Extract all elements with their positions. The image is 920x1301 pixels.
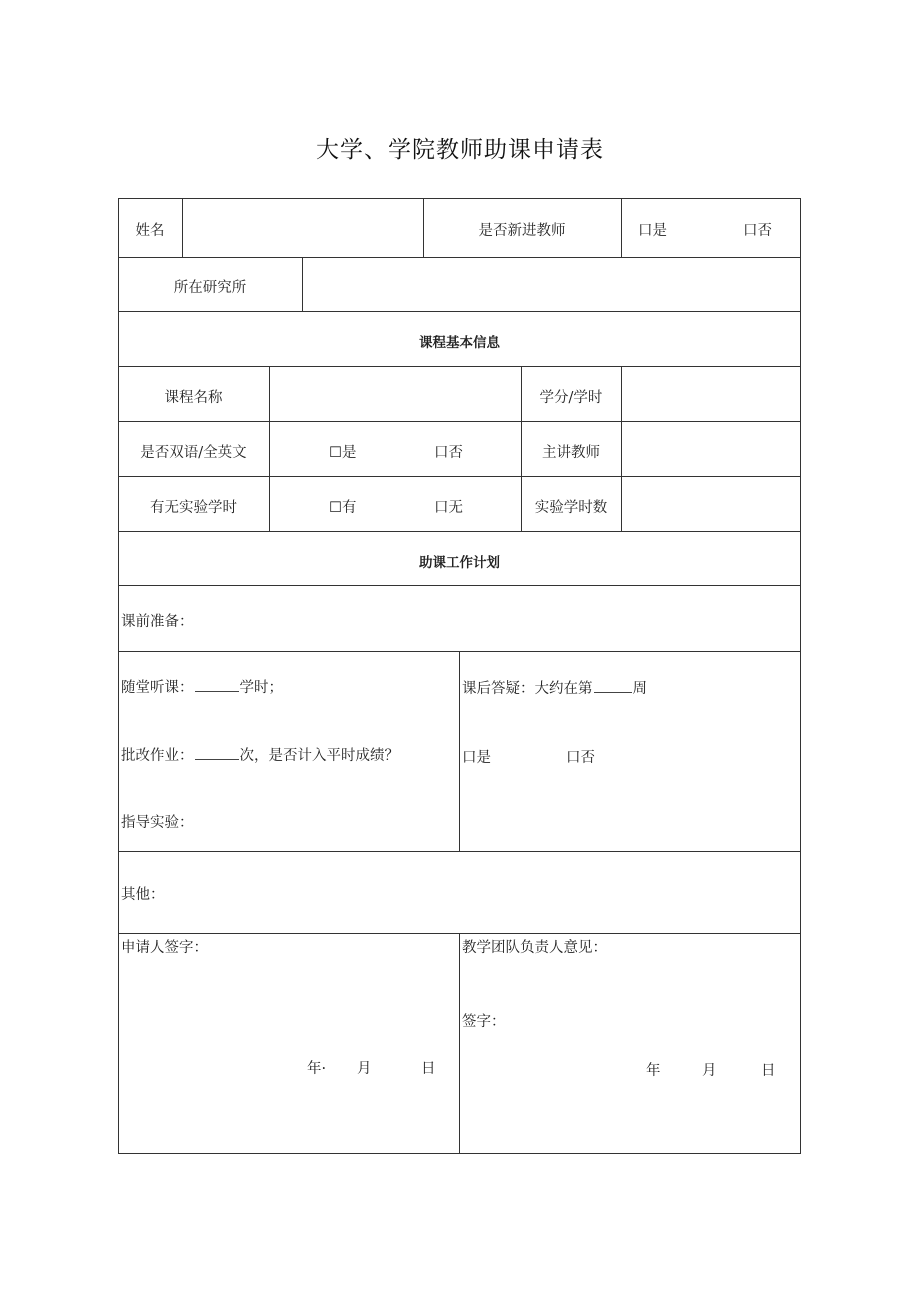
- qa-line: [462, 677, 647, 698]
- qa-no-checkbox[interactable]: 口否: [566, 750, 595, 766]
- attend-hours-blank[interactable]: [195, 678, 239, 692]
- date-month-left: 月: [357, 1061, 372, 1077]
- bilingual-yes-checkbox[interactable]: ☐是: [329, 445, 357, 461]
- col-divider: [269, 366, 270, 531]
- new-teacher-label: 是否新进教师: [478, 223, 566, 239]
- row-divider: [118, 585, 801, 586]
- lecturer-label: 主讲教师: [542, 445, 600, 461]
- credit-hours-label: 学分/学时: [539, 390, 603, 406]
- row-divider: [118, 366, 801, 367]
- row-divider: [118, 311, 801, 312]
- bilingual-no-checkbox[interactable]: 口否: [434, 445, 463, 461]
- lab-hours-count-label: 实验学时数: [534, 500, 608, 516]
- qa-prefix: 课后答疑：大约在第: [462, 681, 593, 697]
- table-border-top: [118, 198, 801, 199]
- table-border-bottom: [118, 1153, 801, 1154]
- course-name-label: 课程名称: [164, 390, 223, 406]
- team-sign-label: 签字：: [462, 1014, 506, 1030]
- team-opinion-label: 教学团队负责人意见：: [462, 940, 607, 956]
- new-teacher-yes-checkbox[interactable]: 口是: [638, 223, 667, 239]
- row-divider: [118, 531, 801, 532]
- other-label: 其他：: [121, 887, 165, 903]
- col-divider: [621, 366, 622, 531]
- qa-week-blank[interactable]: [594, 679, 632, 693]
- date-month-right: 月: [702, 1063, 717, 1079]
- attend-prefix: 随堂听课：: [121, 680, 194, 696]
- row-divider: [118, 476, 801, 477]
- institute-label: 所在研究所: [173, 280, 247, 296]
- date-day-left: 日: [421, 1061, 436, 1077]
- row-divider: [118, 851, 801, 852]
- lab-yes-checkbox[interactable]: ☐有: [329, 500, 357, 516]
- col-divider: [302, 257, 303, 311]
- row-divider: [118, 257, 801, 258]
- grading-prefix: 批改作业：: [121, 748, 194, 764]
- col-divider: [182, 198, 183, 257]
- col-divider: [459, 933, 460, 1153]
- section-course-heading: 课程基本信息: [419, 335, 500, 351]
- page-title: 大学、学院教师助课申请表: [316, 137, 604, 163]
- date-year-right: 年: [646, 1063, 661, 1079]
- qa-suffix: 周: [632, 681, 647, 697]
- row-divider: [118, 421, 801, 422]
- grading-suffix: 次，是否计入平时成绩？: [239, 748, 399, 764]
- attend-suffix: 学时；: [239, 680, 283, 696]
- lab-guide-label: 指导实验：: [121, 815, 194, 831]
- bilingual-label: 是否双语/全英文: [140, 445, 247, 461]
- lab-hours-presence-label: 有无实验学时: [150, 500, 237, 516]
- date-year-left: 年·: [307, 1061, 327, 1077]
- applicant-sign-label: 申请人签字：: [121, 940, 208, 956]
- date-day-right: 日: [761, 1063, 776, 1079]
- grading-line: [121, 744, 399, 765]
- name-label: 姓名: [135, 223, 165, 239]
- new-teacher-no-checkbox[interactable]: 口否: [743, 223, 772, 239]
- prep-label: 课前准备：: [121, 614, 194, 630]
- qa-yes-checkbox[interactable]: 口是: [462, 750, 491, 766]
- col-divider: [459, 651, 460, 851]
- grading-count-blank[interactable]: [195, 746, 239, 760]
- col-divider: [621, 198, 622, 257]
- section-plan-heading: 助课工作计划: [419, 555, 500, 571]
- lab-no-checkbox[interactable]: 口无: [434, 500, 463, 516]
- attend-line: [121, 676, 283, 697]
